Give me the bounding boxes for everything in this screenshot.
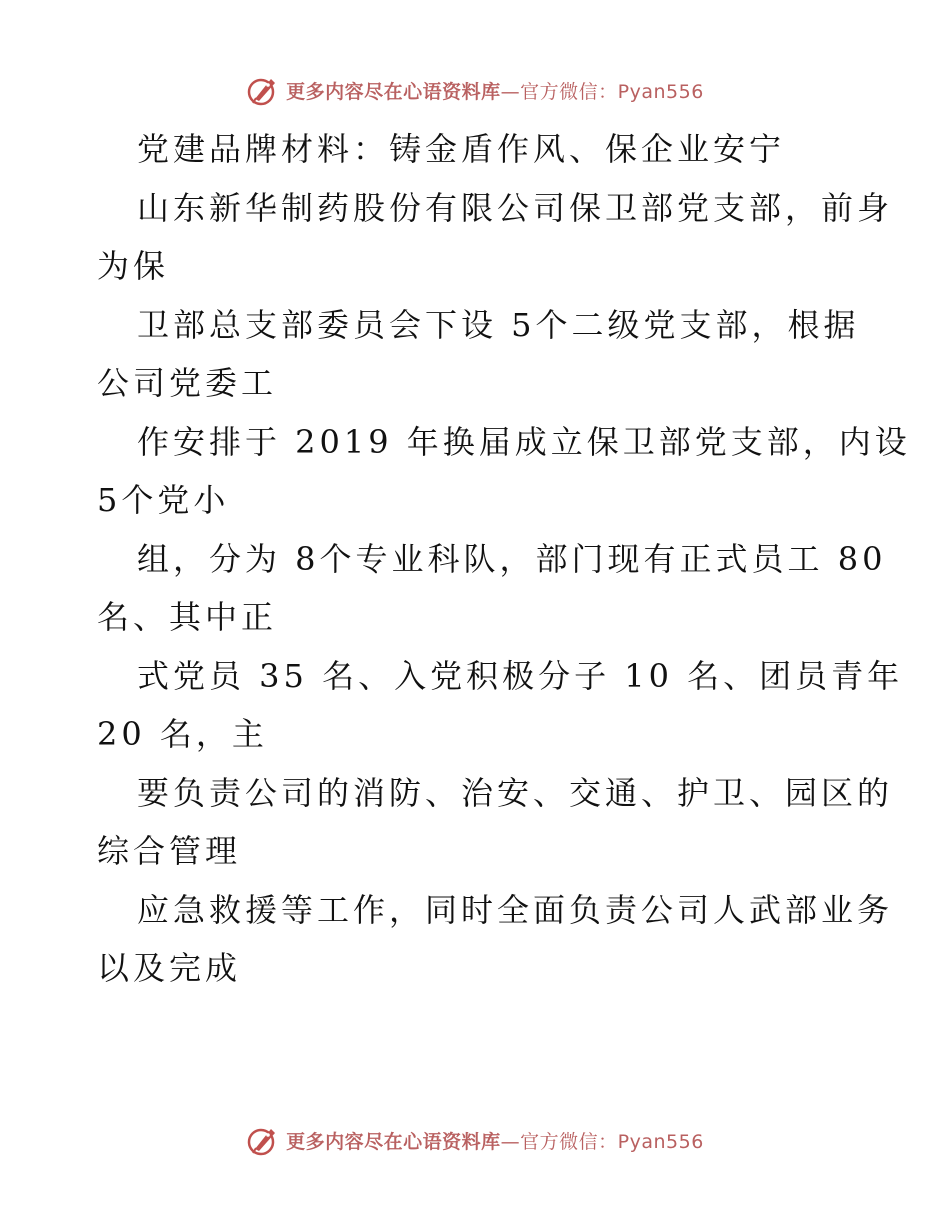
- header-banner-label: 更多内容尽在心语资料库: [286, 80, 501, 103]
- pen-nib-logo-icon: [246, 1123, 280, 1157]
- pen-nib-logo-icon: [246, 73, 280, 107]
- paragraph-line: 作安排于 2019 年换届成立保卫部党支部，内设: [137, 422, 911, 461]
- paragraph-line: 应急救援等工作，同时全面负责公司人武部业务: [137, 890, 894, 929]
- document-body: [97, 120, 911, 998]
- paragraph-line: 式党员 35 名、入党积极分子 10 名、团员青年: [137, 656, 904, 695]
- document-title: 党建品牌材料：铸金盾作风、保企业安宁: [137, 130, 786, 168]
- footer-banner-text: [286, 1127, 704, 1154]
- footer-banner-wechat: —官方微信：Pyan556: [500, 1130, 704, 1153]
- paragraph-line: 综合管理: [97, 832, 242, 870]
- footer-banner-label: 更多内容尽在心语资料库: [286, 1130, 501, 1153]
- paragraph-line: 为保: [97, 247, 170, 285]
- paragraph-line: 以及完成: [97, 949, 242, 987]
- paragraph-line: 组，分为 8个专业科队，部门现有正式员工 80: [137, 539, 887, 578]
- paragraph-line: 名、其中正: [97, 598, 278, 636]
- paragraph-line: 山东新华制药股份有限公司保卫部党支部，前身: [137, 188, 894, 227]
- header-banner-wechat: —官方微信：Pyan556: [500, 80, 704, 103]
- paragraph-line: 卫部总支部委员会下设 5个二级党支部，根据: [137, 305, 860, 344]
- paragraph-line: 20 名，主: [97, 715, 268, 753]
- paragraph-line: 公司党委工: [97, 364, 278, 402]
- header-banner: [0, 70, 950, 110]
- paragraph-line: 5个党小: [97, 481, 230, 519]
- footer-banner: [0, 1120, 950, 1160]
- header-banner-text: [286, 77, 704, 104]
- paragraph-line: 要负责公司的消防、治安、交通、护卫、园区的: [137, 773, 894, 812]
